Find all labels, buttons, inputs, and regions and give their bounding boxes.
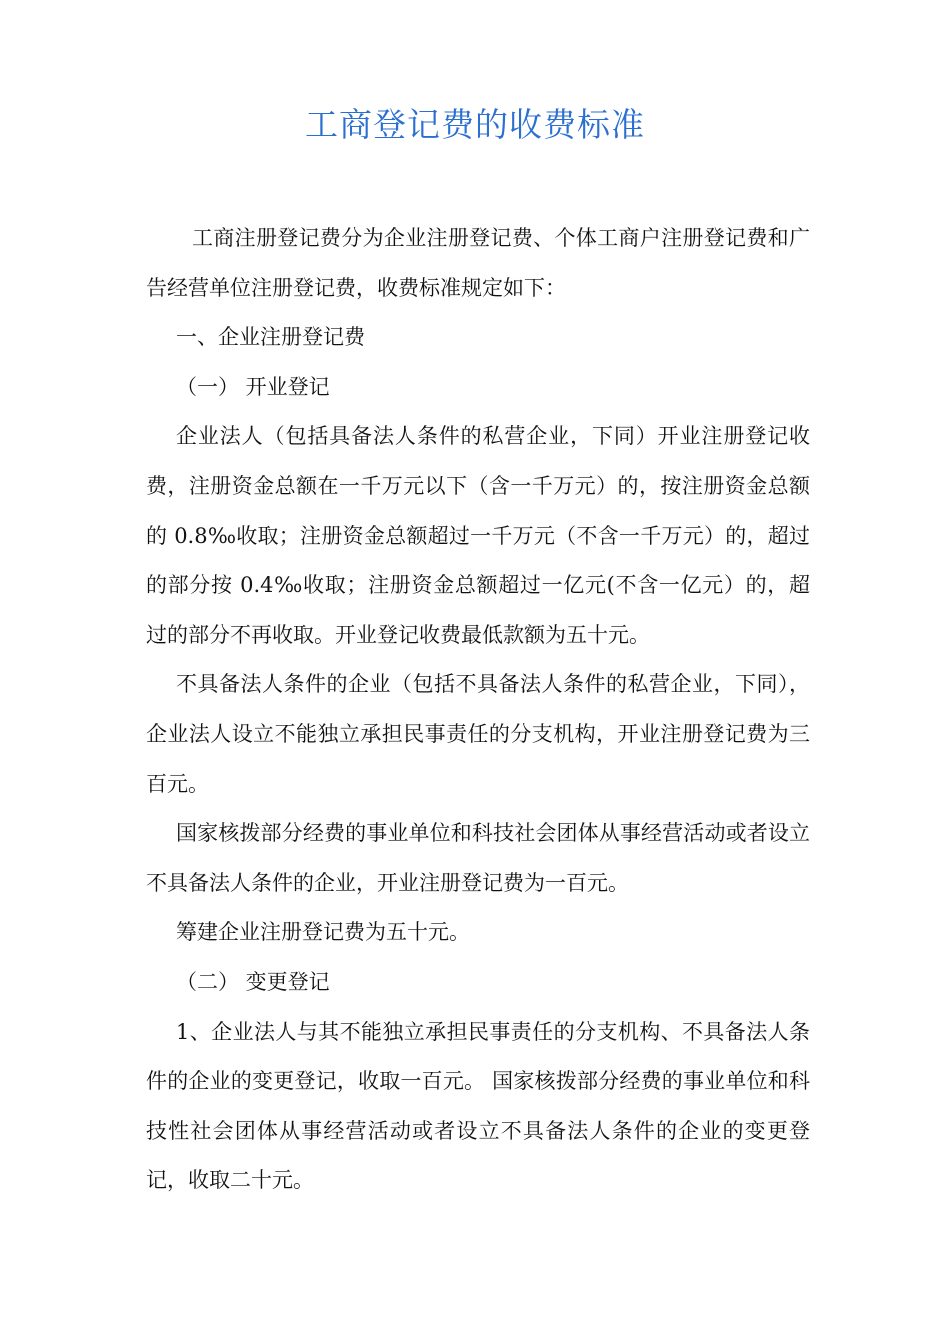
paragraph-legal-person-fee: 企业法人（包括具备法人条件的私营企业，下同）开业注册登记收费，注册资金总额在一千万元以下（含一千万元）的，按注册资金总额的 0.8‰收取；注册资金总额超过一千万元（不含一千万元）的，超过的部分按 0.4‰收取；注册资金总额超过一亿元(不含一亿元）的，超过的部分不再收取。开业登记收费最低款额为五十元。 <box>146 424 810 647</box>
paragraph-change-fee: 1、企业法人与其不能独立承担民事责任的分支机构、不具备法人条件的企业的变更登记，收取一百元。 国家核拨部分经费的事业单位和科技性社会团体从事经营活动或者设立不具备法人条件的企业的变更登记，收取二十元。 <box>146 1019 810 1193</box>
paragraph-non-legal-person-fee: 不具备法人条件的企业（包括不具备法人条件的私营企业，下同），企业法人设立不能独立承担民事责任的分支机构，开业注册登记费为三百元。 <box>146 672 810 796</box>
intro-paragraph: 工商注册登记费分为企业注册登记费、个体工商户注册登记费和广告经营单位注册登记费，收费标准规定如下： <box>146 226 810 300</box>
paragraph-preparation-fee: 筹建企业注册登记费为五十元。 <box>176 920 470 945</box>
document-title: 工商登记费的收费标准 <box>305 105 645 144</box>
subsection-heading-opening: （一） 开业登记 <box>176 374 330 399</box>
paragraph-public-institution-fee: 国家核拨部分经费的事业单位和科技社会团体从事经营活动或者设立不具备法人条件的企业，开业注册登记费为一百元。 <box>146 821 810 895</box>
document-body <box>146 214 810 1206</box>
subsection-heading-change: （二） 变更登记 <box>176 969 330 994</box>
section-heading-enterprise: 一、企业注册登记费 <box>176 325 365 350</box>
